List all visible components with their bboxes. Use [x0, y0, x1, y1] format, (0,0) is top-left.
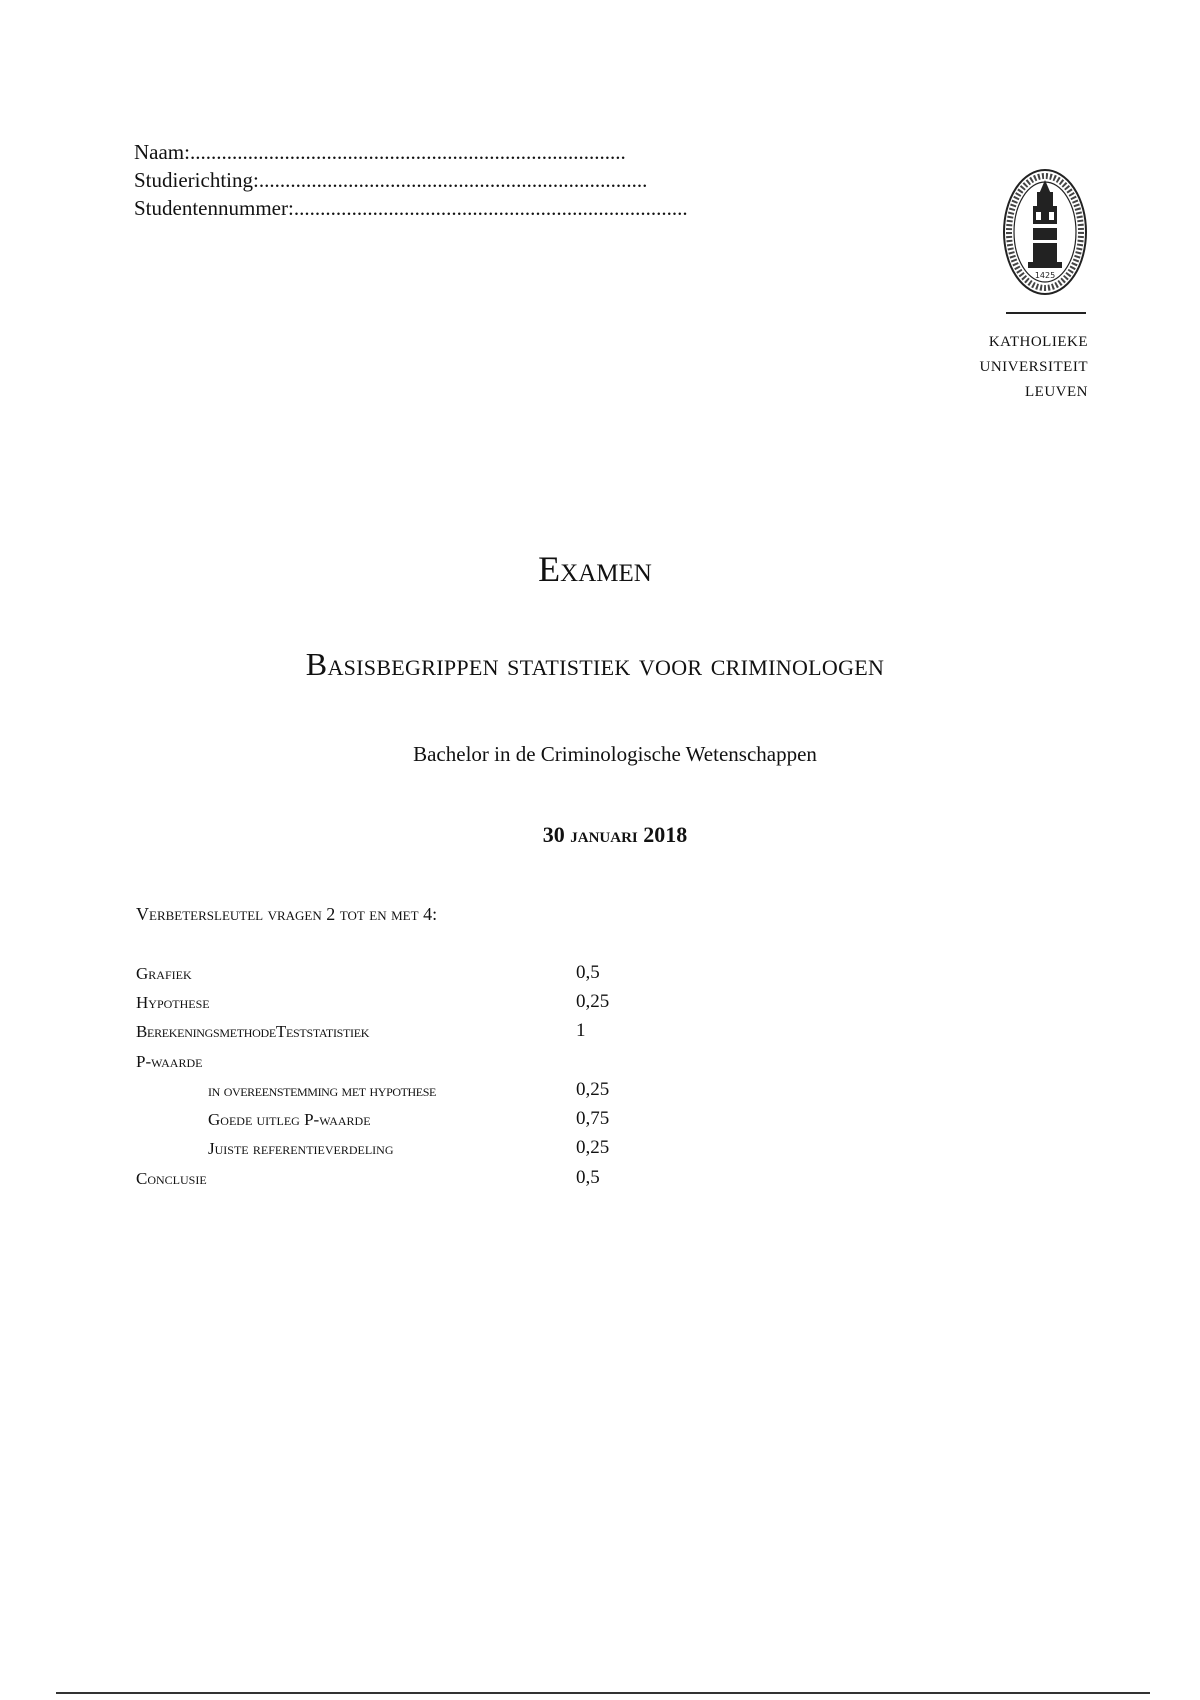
study-program-field — [134, 166, 688, 194]
exam-date-month: januari — [570, 822, 638, 847]
name-label: Naam: — [134, 140, 190, 164]
rubric-item-teststatistiek: BerekeningsmethodeTeststatistiek — [136, 1022, 370, 1041]
study-program-dots: .......................................................................... — [258, 168, 648, 192]
seal-icon — [1000, 166, 1090, 302]
university-name-line-1: KATHOLIEKE — [988, 334, 1088, 350]
rubric-item-uitleg-p-waarde: Goede uitleg P-waarde — [208, 1110, 371, 1129]
program-name: Bachelor in de Criminologische Wetenschappen — [413, 742, 817, 766]
seal-underline — [1006, 312, 1086, 314]
name-dots: ................................................................................... — [189, 140, 626, 164]
svg-text:1425: 1425 — [1034, 271, 1056, 280]
rubric-points-hypothese: 0,25 — [576, 991, 610, 1012]
footer-divider — [56, 1692, 1150, 1694]
exam-heading: Examen — [538, 549, 652, 589]
rubric-item-hypothese: Hypothese — [136, 993, 210, 1012]
university-name-line-2: UNIVERSITEIT — [979, 359, 1088, 375]
course-title: Basisbegrippen statistiek voor criminologen — [305, 646, 885, 682]
name-field — [134, 138, 688, 166]
rubric-item-conclusie: Conclusie — [136, 1169, 207, 1188]
rubric-points-teststatistiek: 1 — [576, 1020, 586, 1041]
rubric-points-grafiek: 0,5 — [576, 962, 600, 983]
university-name — [980, 330, 1088, 405]
university-name-line-3: LEUVEN — [1025, 384, 1088, 400]
study-program-label: Studierichting: — [134, 168, 259, 192]
exam-date — [0, 822, 1200, 848]
rubric-points-overeenstemming: 0,25 — [576, 1079, 610, 1100]
university-seal-logo — [1000, 166, 1090, 302]
rubric-item-grafiek: Grafiek — [136, 964, 192, 983]
student-number-label: Studentennummer: — [134, 196, 294, 220]
rubric-item-overeenstemming: in overeenstemming met hypothese — [208, 1081, 436, 1100]
exam-date-year: 2018 — [643, 822, 688, 847]
rubric-points-conclusie: 0,5 — [576, 1167, 600, 1188]
rubric-item-referentieverdeling: Juiste referentieverdeling — [208, 1139, 394, 1158]
student-number-field — [134, 194, 688, 222]
exam-date-day: 30 — [542, 822, 565, 847]
rubric-intro: Verbetersleutel vragen 2 tot en met 4: — [136, 904, 438, 924]
student-info-block — [134, 138, 688, 222]
rubric-item-p-waarde: P-waarde — [136, 1052, 203, 1071]
student-number-dots: ........................................................................... — [293, 196, 688, 220]
rubric-points-uitleg-p-waarde: 0,75 — [576, 1108, 610, 1129]
rubric-points-referentieverdeling: 0,25 — [576, 1137, 610, 1158]
